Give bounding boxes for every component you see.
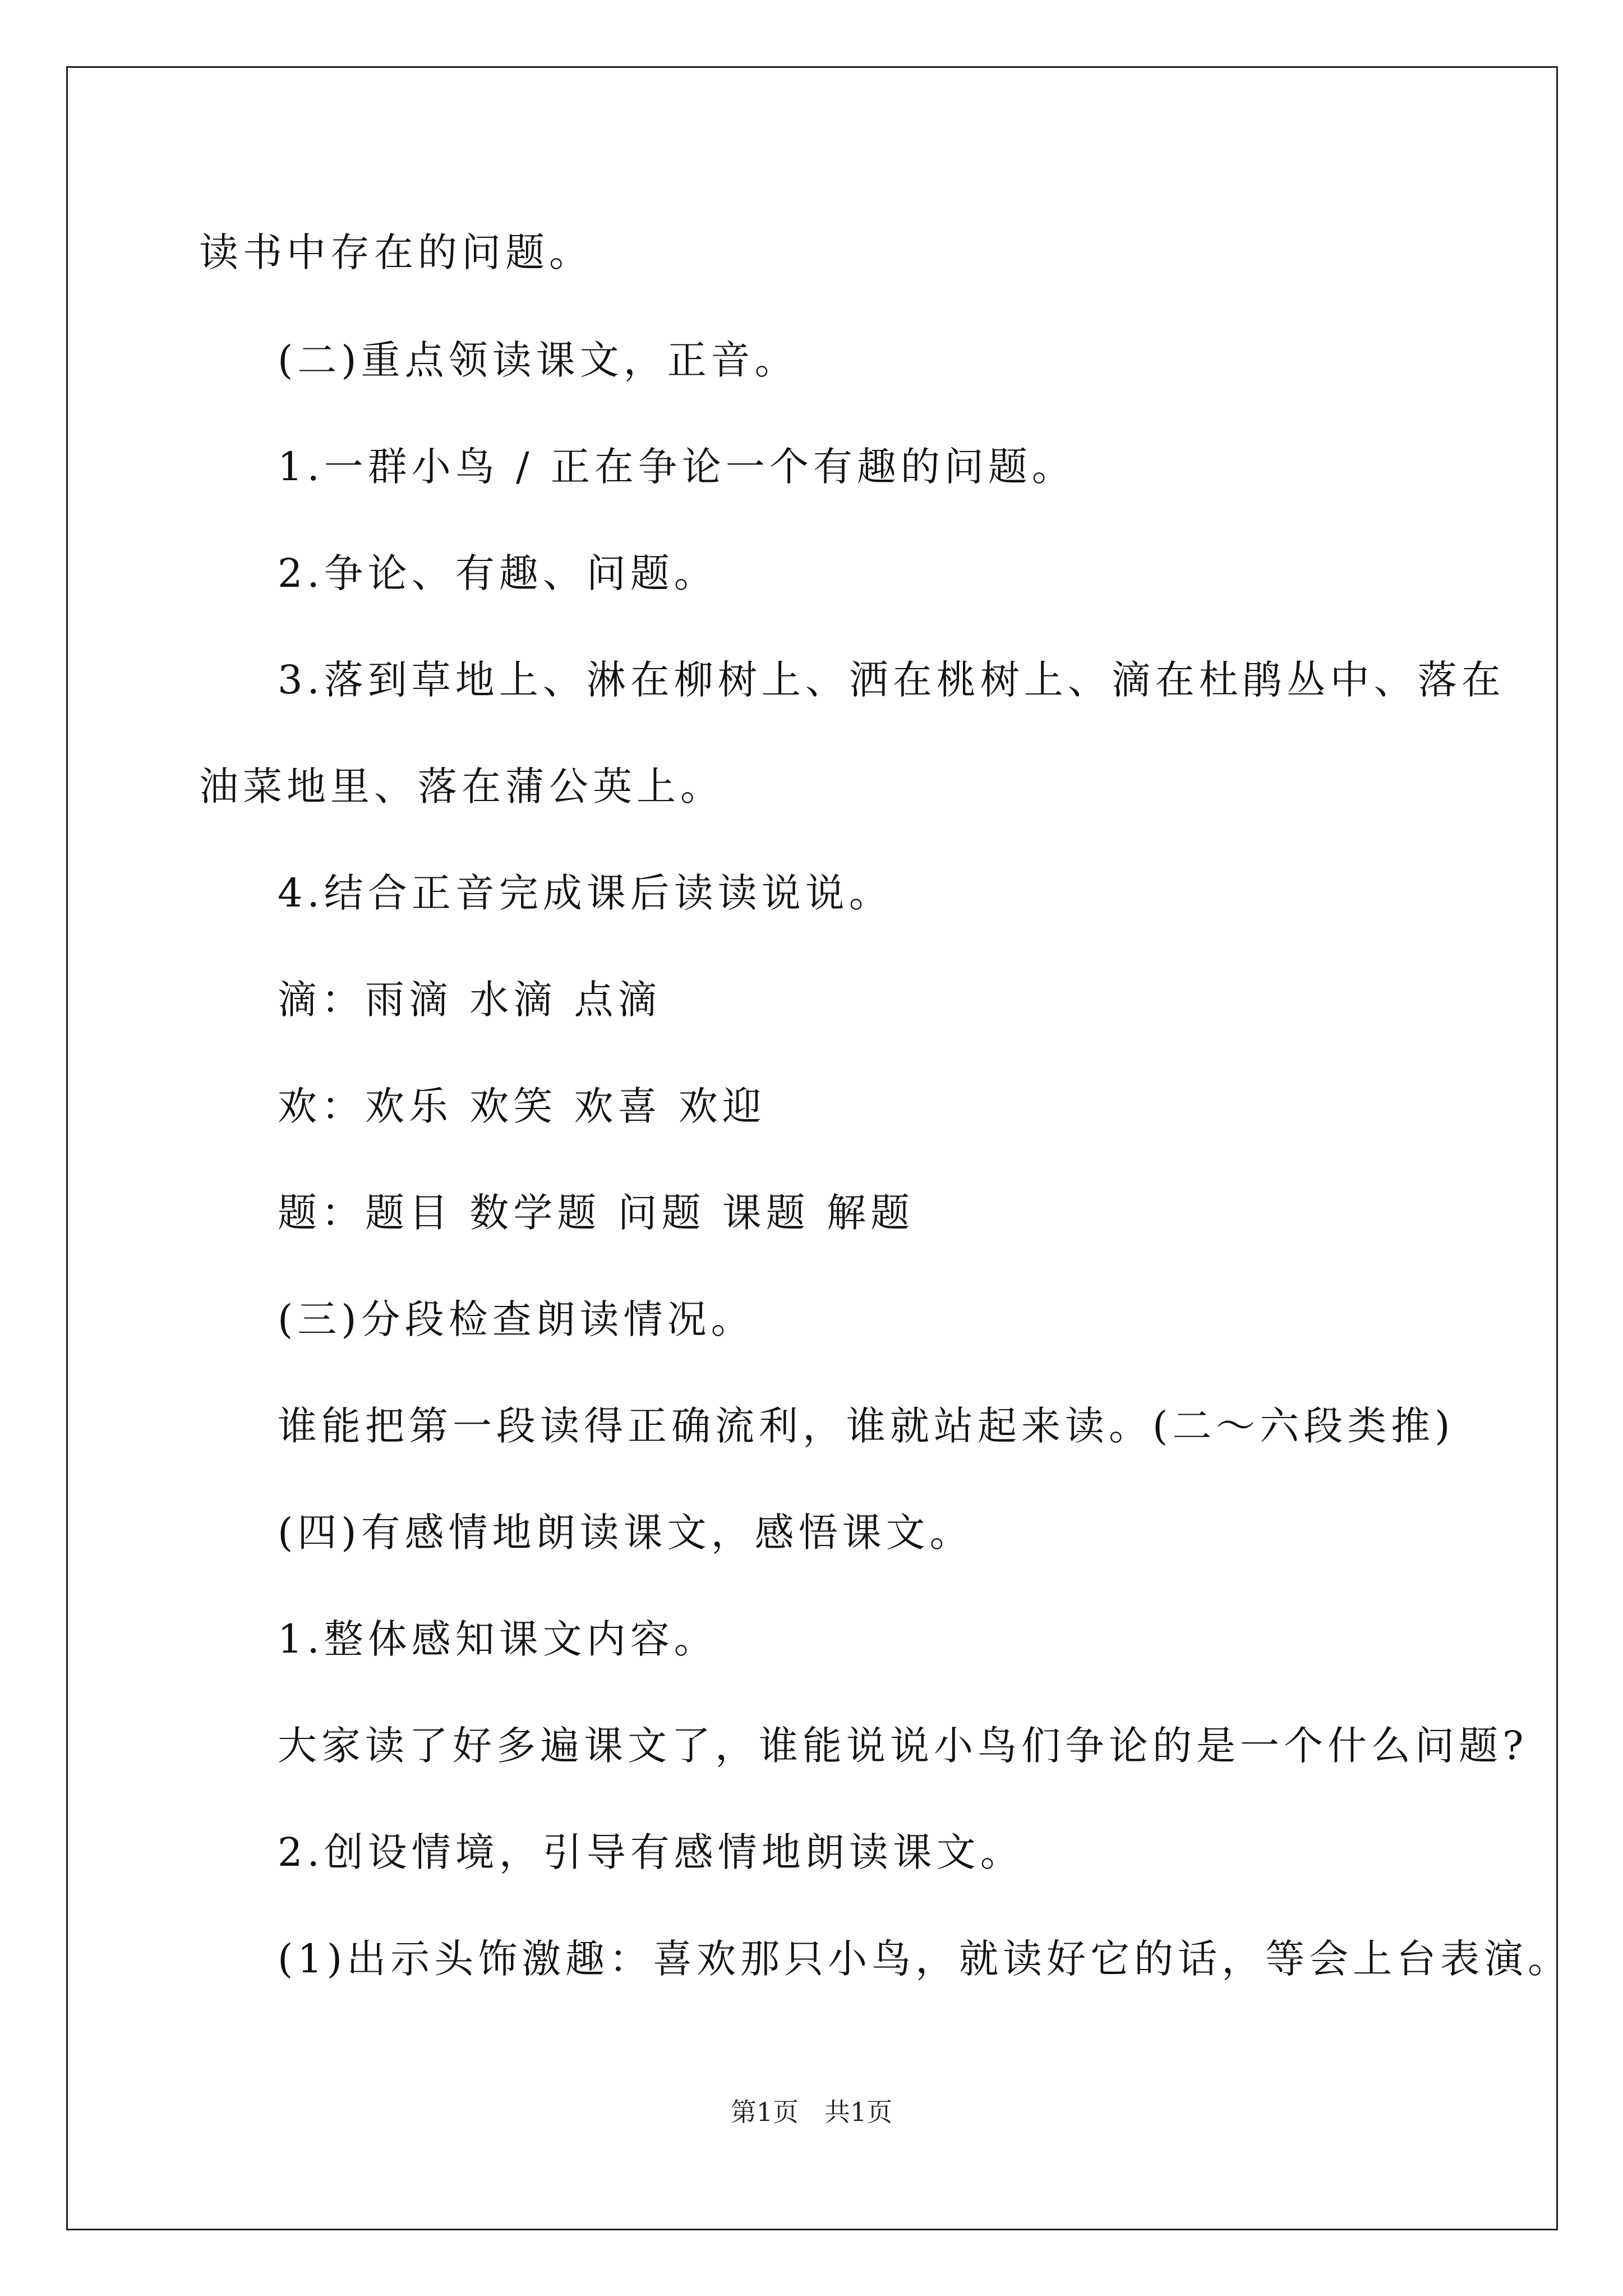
text-line: 3.落到草地上、淋在柳树上、洒在桃树上、滴在杜鹃丛中、落在: [278, 657, 1505, 703]
text-line: 题：题目 数学题 问题 课题 解题: [278, 1190, 915, 1236]
text-line: 2.争论、有趣、问题。: [278, 550, 718, 596]
text-line: 1.一群小鸟 / 正在争论一个有趣的问题。: [278, 444, 1076, 490]
section-heading: (四)有感情地朗读课文，感悟课文。: [278, 1510, 974, 1556]
text-line: 欢：欢乐 欢笑 欢喜 欢迎: [278, 1083, 766, 1129]
text-line: 1.整体感知课文内容。: [278, 1616, 718, 1662]
page-border: [66, 66, 1558, 2230]
text-line: 4.结合正音完成课后读读说说。: [278, 870, 893, 916]
text-line: 油菜地里、落在蒲公英上。: [199, 763, 724, 809]
section-heading: (三)分段检查朗读情况。: [278, 1296, 755, 1342]
text-line: 读书中存在的问题。: [199, 229, 593, 275]
text-line: 大家读了好多遍课文了，谁能说说小鸟们争论的是一个什么问题?: [278, 1723, 1528, 1769]
page-footer: 第1页 共1页: [730, 2097, 893, 2127]
text-line: (1)出示头饰激趣：喜欢那只小鸟，就读好它的话，等会上台表演。: [278, 1936, 1572, 1982]
text-line: 谁能把第一段读得正确流利，谁就站起来读。(二～六段类推): [278, 1403, 1455, 1449]
text-line: 2.创设情境，引导有感情地朗读课文。: [278, 1829, 1024, 1875]
text-line: 滴：雨滴 水滴 点滴: [278, 977, 662, 1023]
section-heading: (二)重点领读课文，正音。: [278, 337, 799, 383]
